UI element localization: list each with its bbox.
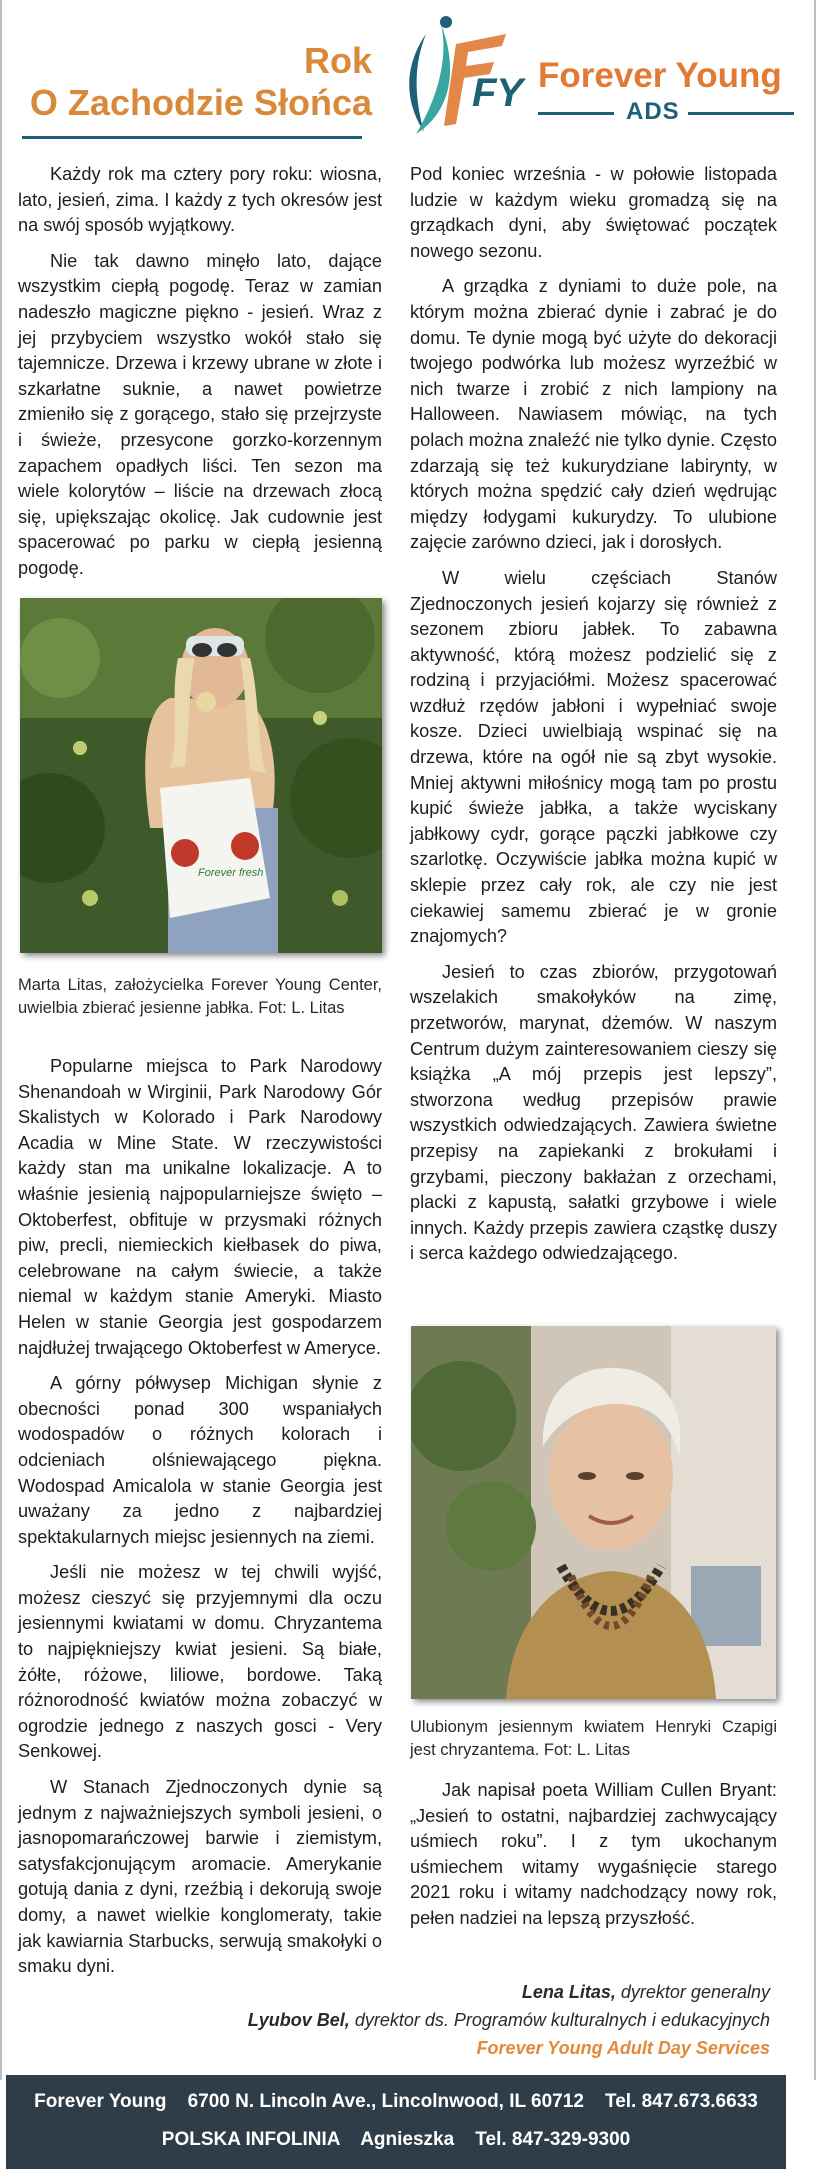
signature-name: Lena Litas, [521, 1982, 616, 2002]
right-column-top [410, 162, 777, 1277]
photo2-caption: Ulubionym jesiennym kwiatem Henryki Czapigi jest chryzantema. Fot: L. Litas [410, 1718, 777, 1759]
paragraph: A górny półwysep Michigan słynie z obecności ponad 300 wspaniałych wodospadów o różnych kolorach i odcieniach olśniewającego piękna. Wodospad Amicalola w stanie Georgia jest uważany za jedno z najbardziej spektakularnych miejsc jesiennych na ziemi. [18, 1373, 382, 1547]
footer-contact-bar [6, 2075, 786, 2169]
left-column-top [18, 162, 382, 592]
logo-brand-text: Forever Young [538, 56, 782, 95]
page-border-left [0, 0, 2, 2080]
paragraph: Jesień to czas zbiorów, przygotowań wszelakich smakołyków na zimę, przetworów, marynat, dżemów. W naszym Centrum dużym zainteresowaniem cieszy się książka „A mój przepis jest lepszy”, stworzona według przepisów prawie wszystkich odwiedzających. Zawiera świetne przepisy na zapiekanki z brokułami i grzybami, pieczony bakłażan z orzechami, placki z kapustą, sałatki grzybowe i wiele innych. Każdy przepis zawiera cząstkę duszy i serca każdego odwiedzającego. [410, 961, 777, 1264]
signature-role: dyrektor generalny [620, 1982, 770, 2002]
paragraph: Każdy rok ma cztery pory roku: wiosna, lato, jesień, zima. I każdy z tych okresów jest na swój sposób wyjątkowy. [18, 164, 382, 236]
paragraph: W Stanach Zjednoczonych dynie są jednym z najważniejszych symboli jesieni, o jasnopomarańczowej barwie i ziemistym, satysfakcjonującym aromacie. Amerykanie gotują dania z dyni, rzeźbią i dekorują swoje domy, a nawet wielkie konglomeraty, takie jak kawiarnia Starbucks, serwują smakołyki o smaku dyni. [18, 1777, 382, 1977]
logo-dash-right [688, 112, 794, 115]
paragraph: Jeśli nie możesz w tej chwili wyjść, możesz cieszyć się przyjemnymi dla oczu jesiennymi kwiatami w domu. Chryzantema to najpiękniejszy kwiat jesieni. Są białe, żółte, różowe, liliowe, bordowe. Taką różnorodność kwiatów można zobaczyć w ogrodzie jednego z naszych gosci - Very Senkowej. [18, 1562, 382, 1762]
footer-hotline-line: POLSKA INFOLINIA Agnieszka Tel. 847-329-9300 [161, 2129, 631, 2150]
right-column-caption [410, 1716, 777, 1772]
forever-young-logo-icon [386, 14, 536, 144]
signature-lyubov-bel [248, 2006, 770, 2034]
logo-wordmark [538, 56, 798, 126]
logo-ads-text: ADS [626, 98, 680, 125]
signature-role: dyrektor ds. Programów kulturalnych i edukacyjnych [354, 2010, 770, 2030]
left-column-caption [18, 974, 382, 1030]
paragraph: A grządka z dyniami to duże pole, na którym można zbierać dynie i zabrać je do domu. Te dynie mogą być użyte do dekoracji twojego podwórka lub możesz wyrzeźbić w nich twarze i zrobić z nich lampiony na Halloween. Nawiasem mówiąc, na tych polach można znaleźć nie tylko dynie. Często zdarzają się też kukurydziane labirynty, w których można spędzić cały dzień wędrując między łodygami kukurydzy. To ulubione zajęcie zarówno dzieci, jak i dorosłych. [410, 276, 777, 553]
article-title [16, 40, 372, 124]
photo-apple-picking [20, 598, 382, 953]
paragraph: Nie tak dawno minęło lato, dające wszystkim ciepłą pogodę. Teraz w zamian nadeszło magiczne piękno - jesień. Wraz z jej przybyciem wszystko wokół stało się tajemnicze. Drzewa i krzewy ubrane w złote i szkarłatne suknie, a nawet powietrze zmieniło się z gorącego, stało się przejrzyste i świeże, przesycone gorzko-korzennym zapachem opadłych liści. Ten sezon ma wiele kolorytów – liście na drzewach złocą się, upiększając okolicę. Jak cudownie jest spacerować po parku w ciepłą jesienną pogodę. [18, 250, 382, 578]
signature-lena-litas [522, 1978, 770, 2006]
article-title-line2: O Zachodzie Słońca [29, 82, 372, 123]
signature-name: Lyubov Bel, [247, 2010, 350, 2030]
signature-organization [477, 2034, 770, 2062]
article-title-line1: Rok [303, 40, 372, 81]
title-underline [22, 136, 362, 139]
paragraph: Popularne miejsca to Park Narodowy Shenandoah w Wirginii, Park Narodowy Gór Skalistych w Kolorado i Park Narodowy Acadia w Mine State. W rzeczywistości każdy stan ma unikalne lokalizacje. A to właśnie jesienią najpopularniejsze święto – Oktoberfest, obfituje w przysmaki różnych piw, precli, niemieckich kiełbasek do piwa, celebrowane na całym świecie, a także niemal w każdym stanie Ameryki. Miasto Helen w stanie Georgia jest gospodarzem najdłużej trwającego Oktoberfest w Ameryce. [18, 1056, 382, 1358]
paragraph: Pod koniec września - w połowie listopada ludzie w każdym wieku gromadzą się na grządkach dyni, aby świętować początek nowego sezonu. [410, 164, 777, 261]
photo1-caption: Marta Litas, założycielka Forever Young Center, uwielbia zbierać jesienne jabłka. Fot: L. Litas [18, 976, 382, 1017]
organization-name: Forever Young Adult Day Services [476, 2038, 770, 2058]
logo-dash-left [538, 112, 614, 115]
woman-portrait-image [411, 1326, 776, 1699]
left-column-bottom [18, 1054, 382, 1990]
right-column-bottom [410, 1778, 777, 1942]
logo-mark-text: FY [472, 71, 524, 115]
paragraph: W wielu częściach Stanów Zjednoczonych jesień kojarzy się również z sezonem zbioru jabłek. To zabawna aktywność, którą możesz podzielić się z rodziną i przyjaciółmi. Możesz spacerować wzdłuż rzędów jabłoni i wypełniać swoje kosze. Dzieci uwielbiają wspinać się na drzewa, które na ogół nie są zbyt wysokie. Mniej aktywni miłośnicy mogą tam po prostu kupić świeże jabłka, a także wyciskany jabłkowy cydr, gorące pączki jabłkowe czy szarlotkę. Oczywiście jabłka można kupić w sklepie przez cały rok, ale czy nie jest ciekawiej samemu zbierać je w gronie znajomych? [410, 567, 777, 947]
logo-sub-row [538, 98, 798, 126]
paragraph: Jak napisał poeta William Cullen Bryant: „Jesień to ostatni, najbardziej zachwycający uśmiech roku”. I z tym ukochanym uśmiechem witamy wygaśnięcie starego 2021 roku i witamy nadchodzący nowy rok, pełen nadziei na lepszą przyszłość. [410, 1780, 777, 1928]
apple-orchard-image [20, 598, 382, 953]
footer-address-line: Forever Young 6700 N. Lincoln Ave., Lincolnwood, IL 60712 Tel. 847.673.6633 [34, 2091, 758, 2112]
photo-elderly-woman [411, 1326, 776, 1699]
bag-print-text: Forever fresh [198, 867, 264, 879]
